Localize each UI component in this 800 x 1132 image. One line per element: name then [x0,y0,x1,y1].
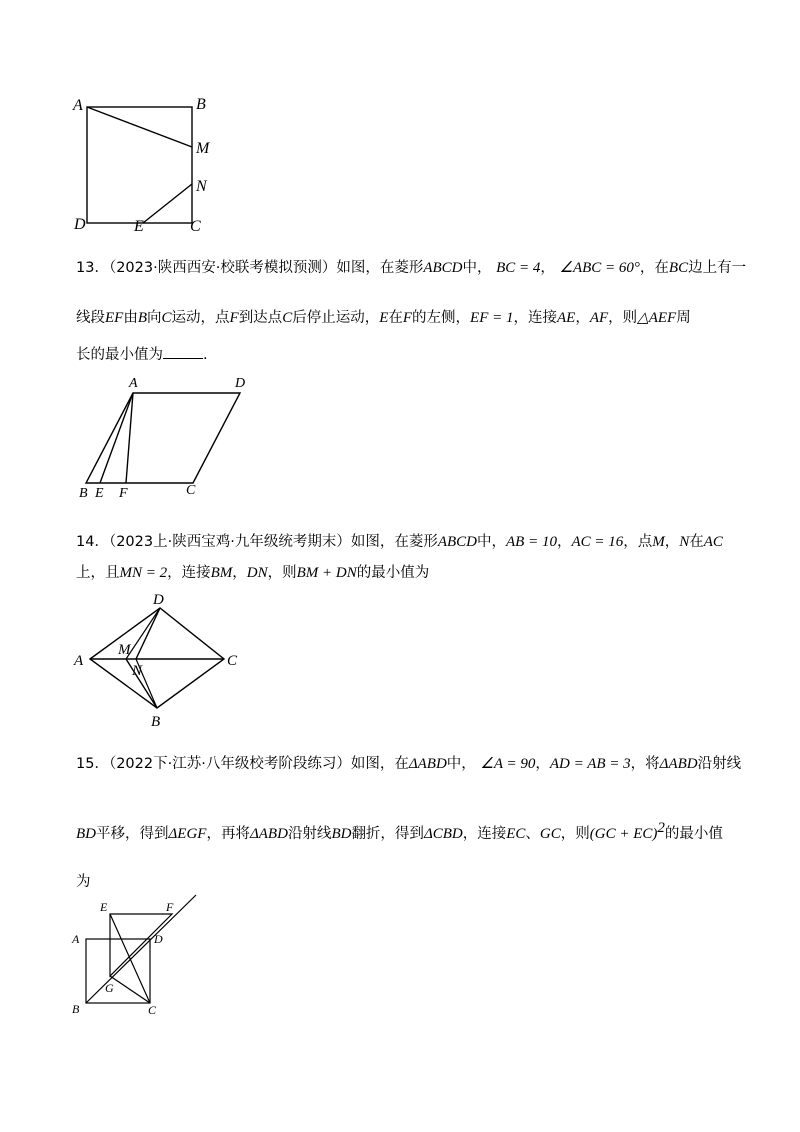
triangle-egf [110,914,172,976]
label-e: E [95,486,104,501]
label-f: F [166,900,174,914]
label-c: C [148,1003,157,1017]
label-b: B [72,1002,80,1016]
segment-en [143,184,192,223]
figure-translation-fold [60,895,220,1025]
label-c: C [190,218,201,235]
label-a: A [74,653,84,669]
segment-ae [100,393,133,483]
rhombus-outline [86,393,240,483]
question-number: 14． [76,534,109,550]
label-d: D [235,376,246,391]
answer-blank [163,344,203,359]
label-m: M [196,140,210,157]
label-g: G [105,981,114,995]
label-d: D [74,216,86,233]
label-e: E [100,900,108,914]
label-n: N [196,178,207,195]
question-13-line-2: 线段EF由B向C运动，点F到达点C后停止运动，E在F的左侧，EF = 1，连接AE，AF，则△AEF周 [76,310,691,326]
question-15-line-1: 15．（2022下·江苏·八年级校考阶段练习）如图，在ΔABD中， ∠A = 90，AD = AB = 3，将ΔABD沿射线 [76,756,742,772]
label-f: F [119,486,128,501]
question-number: 15． [76,756,109,772]
label-b: B [196,96,206,113]
question-15-line-3: 为 [76,874,91,890]
label-e: E [134,218,144,235]
square-outline [87,107,192,223]
label-n: N [132,663,143,679]
label-a: A [72,932,80,946]
label-b: B [151,714,161,730]
label-a: A [129,376,138,391]
question-14-line-1: 14．（2023上·陕西宝鸡·九年级统考期末）如图，在菱形ABCD中，AB = 10，AC = 16，点M，N在AC [76,534,723,550]
question-source: （2023·陕西西安·校联考模拟预测） [108,260,337,276]
segment-dn [136,608,160,659]
label-d: D [153,592,164,608]
segment-am [87,107,192,147]
label-m: M [118,642,131,658]
label-a: A [73,97,83,114]
label-d: D [154,932,163,946]
rhombus-outline [90,608,224,708]
question-13-line-3: 长的最小值为 . [76,343,208,364]
segment-dm [126,608,160,659]
label-c: C [186,483,196,498]
question-source: （2022下·江苏·八年级校考阶段练习） [108,756,351,772]
figure-square-abcd [60,90,240,240]
label-b: B [79,486,88,501]
segment-af [126,393,133,483]
question-13-line-1: 13．（2023·陕西西安·校联考模拟预测）如图，在菱形ABCD中， BC = 4， ∠ABC = 60°，在BC边上有一 [76,260,747,276]
figure-rhombus-abcd [70,370,270,505]
question-14-line-2: 上，且MN = 2，连接BM，DN，则BM + DN的最小值为 [76,565,430,581]
figure-rhombus-diagonal [70,590,250,735]
label-c: C [227,653,238,669]
question-number: 13． [76,260,109,276]
question-15-line-2: BD平移，得到ΔEGF，再将ΔABD沿射线BD翻折，得到ΔCBD，连接EC、GC，则(GC + EC)$^2$的最小值 [76,820,723,842]
question-source: （2023上·陕西宝鸡·九年级统考期末） [108,534,351,550]
